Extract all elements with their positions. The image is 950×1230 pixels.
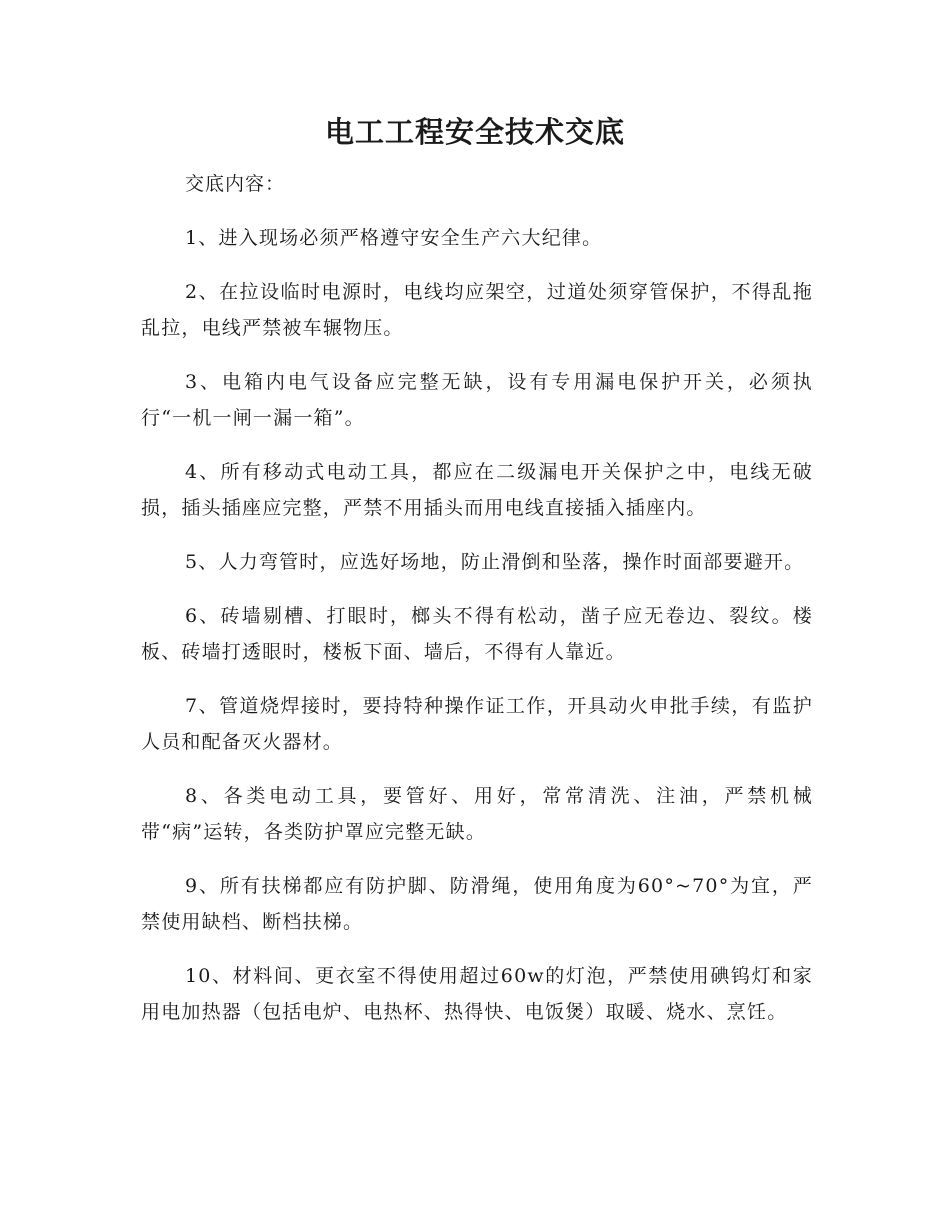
- rule-item-2: 2、在拉设临时电源时，电线均应架空，过道处须穿管保护，不得乱拖乱拉，电线严禁被车辗物压。: [141, 281, 813, 339]
- rule-item-4: 4、所有移动式电动工具，都应在二级漏电开关保护之中，电线无破损，插头插座应完整，严禁不用插头而用电线直接插入插座内。: [141, 461, 813, 519]
- rule-item-1: 1、进入现场必须严格遵守安全生产六大纪律。: [185, 227, 603, 249]
- rules-list: [141, 220, 813, 1048]
- rule-item-6: 6、砖墙剔槽、打眼时，榔头不得有松动，凿子应无卷边、裂纹。楼板、砖墙打透眼时，楼板下面、墙后，不得有人靠近。: [141, 605, 813, 663]
- rule-item-8: 8、各类电动工具，要管好、用好，常常清洗、注油，严禁机械带“病”运转，各类防护罩应完整无缺。: [141, 785, 813, 843]
- rule-item-3: 3、电箱内电气设备应完整无缺，设有专用漏电保护开关，必须执行“一机一闸一漏一箱”。: [141, 371, 813, 429]
- rule-item-10: 10、材料间、更衣室不得使用超过60w的灯泡，严禁使用碘钨灯和家用电加热器（包括电炉、电热杯、热得快、电饭煲）取暖、烧水、烹饪。: [141, 965, 813, 1023]
- content-label: 交底内容：: [185, 173, 286, 195]
- rule-item-7: 7、管道烧焊接时，要持特种操作证工作，开具动火申批手续，有监护人员和配备灭火器材。: [141, 695, 813, 753]
- rule-item-9: 9、所有扶梯都应有防护脚、防滑绳，使用角度为60°~70°为宜，严禁使用缺档、断档扶梯。: [141, 875, 813, 933]
- rule-item-5: 5、人力弯管时，应选好场地，防止滑倒和坠落，操作时面部要避开。: [185, 551, 805, 573]
- document-title: 电工工程安全技术交底: [324, 115, 625, 149]
